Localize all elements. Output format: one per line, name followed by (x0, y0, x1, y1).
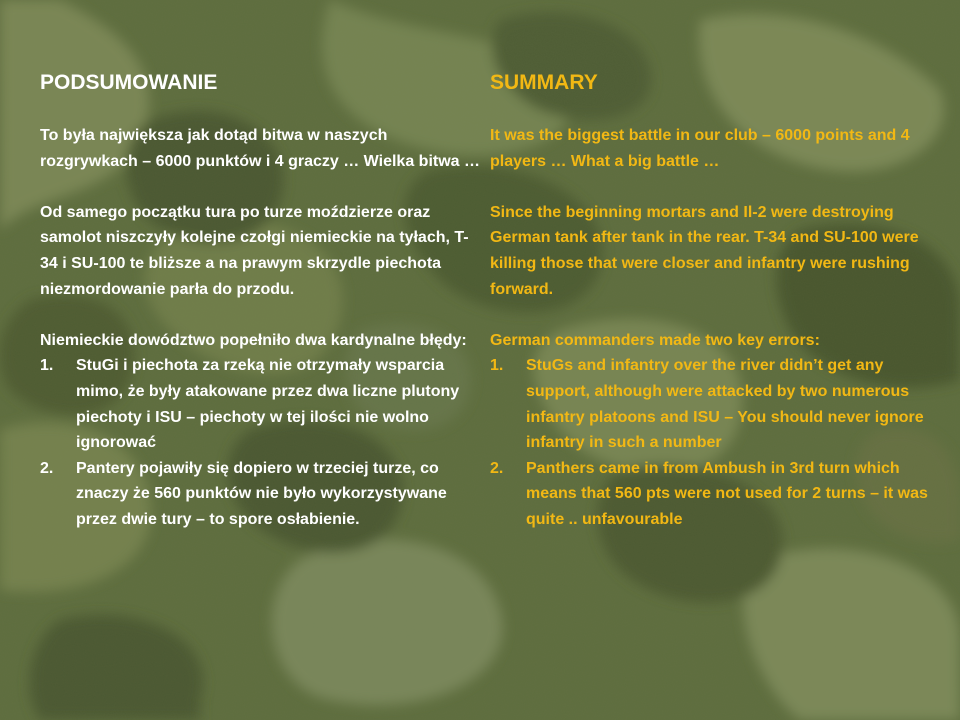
list-item (490, 353, 945, 455)
polish-progress-paragraph: Od samego początku tura po turze moździerze oraz samolot niszczyły kolejne czołgi niemieckie na tyłach, T-34 i SU-100 te bliższe a na prawym skrzydle piechota niezmordowanie parła do przodu. (40, 203, 469, 298)
polish-intro-paragraph: To była największa jak dotąd bitwa w naszych rozgrywkach – 6000 punktów i 4 graczy … Wielka bitwa … (40, 127, 480, 170)
list-item-text: Pantery pojawiły się dopiero w trzeciej turze, co znaczy że 560 punktów nie było wykorzystywane przez dwie tury – to spore osłabienie. (76, 459, 447, 528)
list-item (40, 353, 482, 455)
list-item-number: 1. (490, 357, 504, 375)
polish-errors-list (40, 353, 482, 532)
list-item-number: 2. (40, 459, 54, 477)
list-item-number: 2. (490, 459, 504, 477)
polish-heading: PODSUMOWANIE (40, 71, 218, 94)
list-item-text: Panthers came in from Ambush in 3rd turn which means that 560 pts were not used for 2 turns – it was quite .. unfavourable (526, 459, 928, 528)
list-item-text: StuGi i piechota za rzeką nie otrzymały wsparcia mimo, że były atakowane przez dwa liczne plutony piechoty i ISU – piechoty w tej ilości nie wolno ignorować (76, 357, 460, 452)
list-item-number: 1. (40, 357, 54, 375)
list-item (490, 456, 945, 533)
polish-column (40, 68, 482, 533)
list-item-text: StuGs and infantry over the river didn’t get any support, although were attacked by two numerous infantry platoons and ISU – You should never ignore infantry in such a number (526, 357, 924, 452)
english-errors-list (490, 353, 945, 532)
english-errors-intro: German commanders made two key errors: (490, 331, 820, 349)
list-item (40, 456, 482, 533)
english-heading: SUMMARY (490, 71, 598, 94)
english-column (490, 68, 945, 533)
english-progress-paragraph: Since the beginning mortars and Il-2 were destroying German tank after tank in the rear. T-34 and SU-100 were killing those that were closer and infantry were rushing forward. (490, 203, 919, 298)
english-intro-paragraph: It was the biggest battle in our club – 6000 points and 4 players … What a big battle … (490, 127, 910, 170)
polish-errors-intro: Niemieckie dowództwo popełniło dwa kardynalne błędy: (40, 331, 467, 349)
